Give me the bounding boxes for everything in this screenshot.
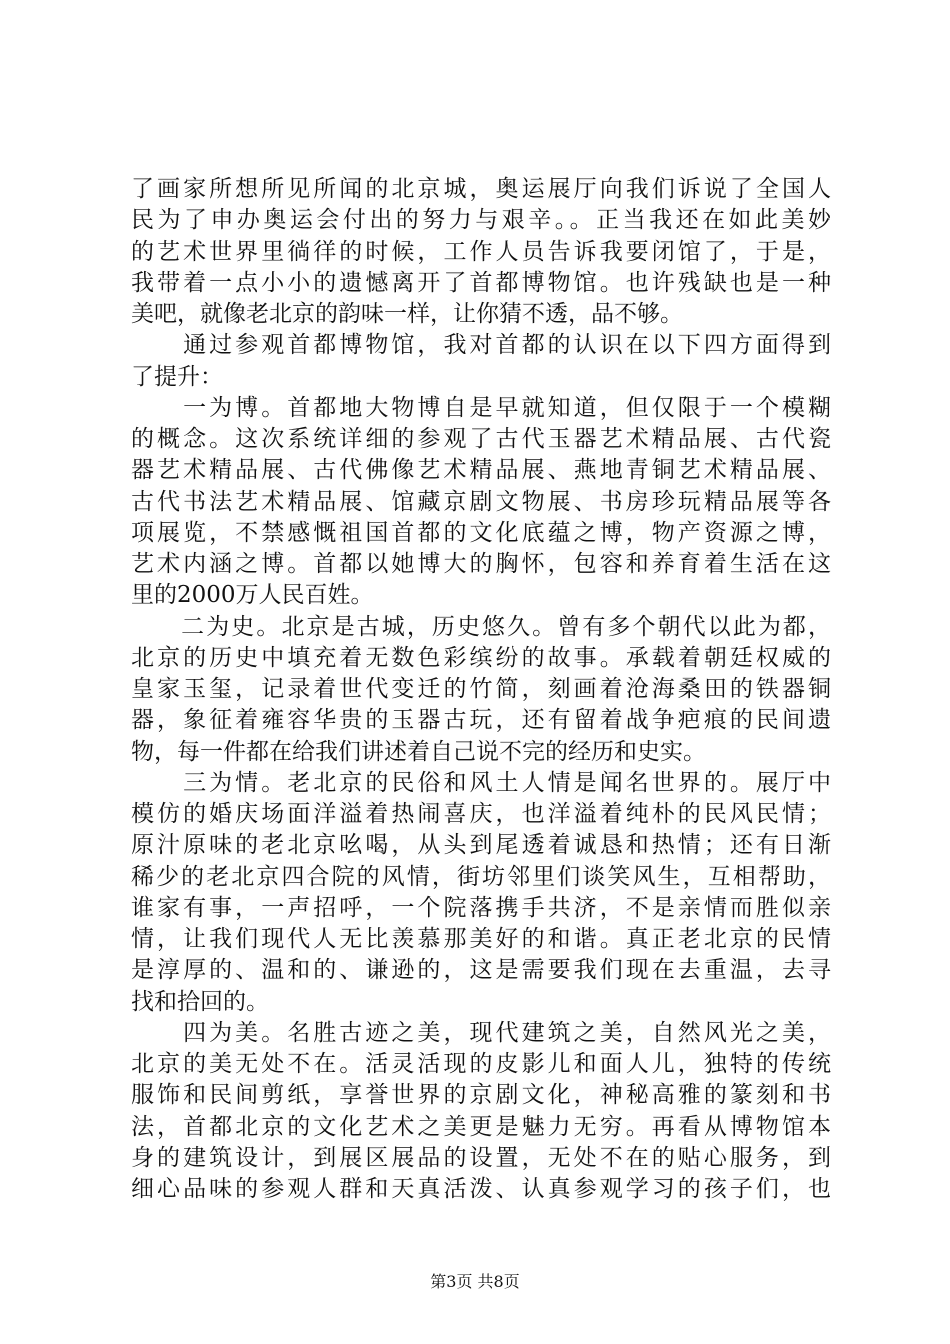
text-line: 器，象征着雍容华贵的玉器古玩，还有留着战争疤痕的民间遗 xyxy=(131,707,831,734)
text-line: 里的2000万人民百姓。 xyxy=(131,582,374,609)
text-line: 民为了申办奥运会付出的努力与艰辛。。正当我还在如此美妙 xyxy=(131,207,831,234)
text-line: 艺术内涵之博。首都以她博大的胸怀，包容和养育着生活在这 xyxy=(131,551,831,577)
text-line: 情，让我们现代人无比羡慕那美好的和谐。真正老北京的民情 xyxy=(131,926,831,952)
text-line: 细心品味的参观人群和天真活泼、认真参观学习的孩子们，也 xyxy=(131,1176,831,1202)
text-line: 了画家所想所见所闻的北京城，奥运展厅向我们诉说了全国人 xyxy=(131,176,831,202)
text-line: 原汁原味的老北京吆喝，从头到尾透着诚恳和热情；还有日渐 xyxy=(131,832,831,859)
text-line: 四为美。名胜古迹之美，现代建筑之美，自然风光之美， xyxy=(131,1019,831,1046)
text-line: 身的建筑设计，到展区展品的设置，无处不在的贴心服务，到 xyxy=(131,1144,831,1171)
text-line: 二为史。北京是古城，历史悠久。曾有多个朝代以此为都， xyxy=(131,613,831,640)
text-line: 通过参观首都博物馆，我对首都的认识在以下四方面得到 xyxy=(131,332,831,359)
page-number-footer: 第3页 共8页 xyxy=(430,1272,520,1291)
text-line: 法，首都北京的文化艺术之美更是魅力无穷。再看从博物馆本 xyxy=(131,1113,831,1140)
text-line: 古代书法艺术精品展、馆藏京剧文物展、书房珍玩精品展等各 xyxy=(131,488,831,515)
text-line: 器艺术精品展、古代佛像艺术精品展、燕地青铜艺术精品展、 xyxy=(131,457,831,484)
text-line: 的艺术世界里徜徉的时候，工作人员告诉我要闭馆了，于是， xyxy=(131,238,831,265)
text-line: 的概念。这次系统详细的参观了古代玉器艺术精品展、古代瓷 xyxy=(131,426,831,452)
text-line: 皇家玉玺，记录着世代变迁的竹简，刻画着沧海桑田的铁器铜 xyxy=(131,676,831,702)
text-line: 美吧，就像老北京的韵味一样，让你猜不透，品不够。 xyxy=(131,301,683,327)
text-line: 我带着一点小小的遗憾离开了首都博物馆。也许残缺也是一种 xyxy=(131,269,831,296)
text-line: 模仿的婚庆场面洋溢着热闹喜庆，也洋溢着纯朴的民风民情； xyxy=(131,801,831,827)
text-line: 三为情。老北京的民俗和风土人情是闻名世界的。展厅中 xyxy=(131,769,831,796)
text-line: 了提升： xyxy=(131,363,223,390)
text-line: 谁家有事，一声招呼，一个院落携手共济，不是亲情而胜似亲 xyxy=(131,894,831,921)
text-line: 是淳厚的、温和的、谦逊的，这是需要我们现在去重温，去寻 xyxy=(131,957,831,984)
text-line: 项展览，不禁感慨祖国首都的文化底蕴之博，物产资源之博， xyxy=(131,519,831,546)
text-line: 北京的历史中填充着无数色彩缤纷的故事。承载着朝廷权威的 xyxy=(131,644,831,671)
text-line: 稀少的老北京四合院的风情，街坊邻里们谈笑风生，互相帮助， xyxy=(131,863,831,890)
text-line: 找和拾回的。 xyxy=(131,988,269,1015)
text-line: 一为博。首都地大物博自是早就知道，但仅限于一个模糊 xyxy=(131,394,831,421)
text-line: 物，每一件都在给我们讲述着自己说不完的经历和史实。 xyxy=(131,738,706,765)
text-line: 服饰和民间剪纸，享誉世界的京剧文化，神秘高雅的篆刻和书 xyxy=(131,1082,831,1109)
text-line: 北京的美无处不在。活灵活现的皮影儿和面人儿，独特的传统 xyxy=(131,1051,831,1077)
